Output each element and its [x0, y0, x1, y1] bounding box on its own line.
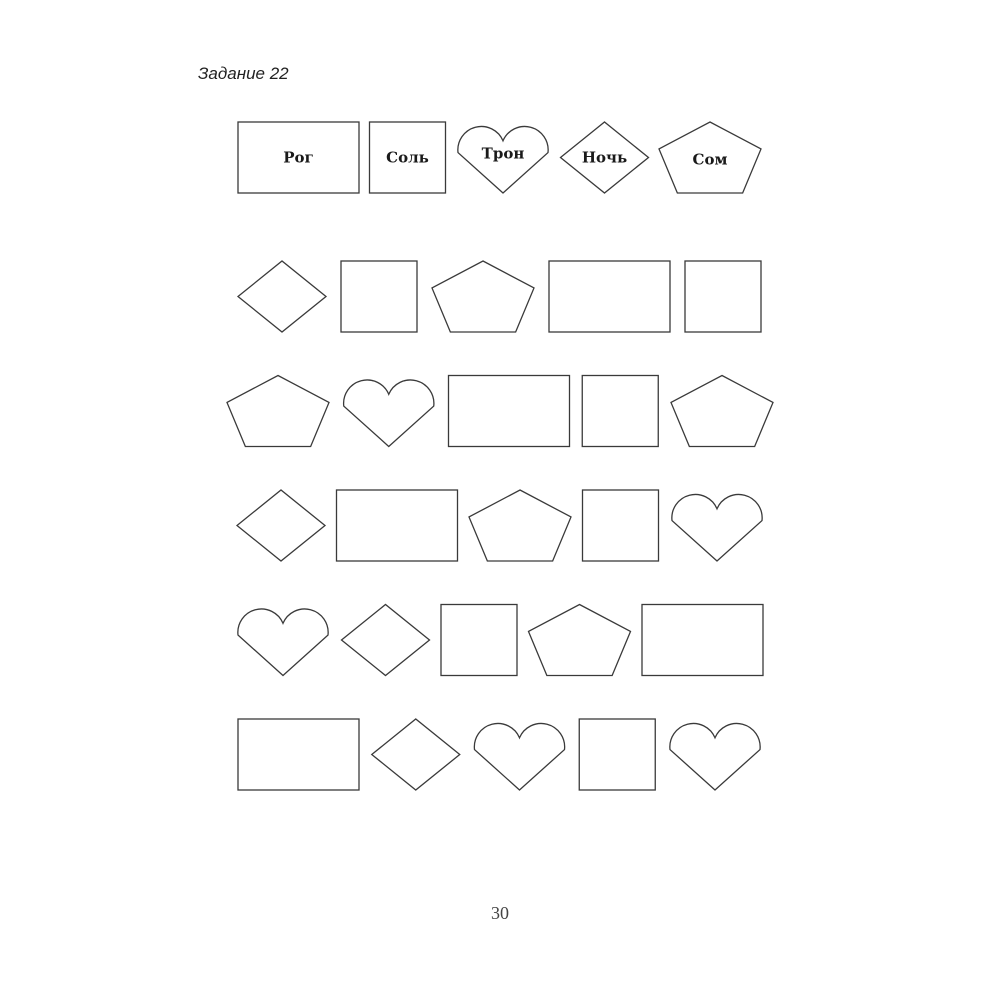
square-shape	[441, 605, 517, 676]
rectangle-shape	[238, 719, 359, 790]
square-shape	[341, 261, 417, 332]
square-shape	[685, 261, 761, 332]
rectangle-shape	[449, 376, 570, 447]
diamond-shape	[238, 261, 326, 332]
legend-row	[238, 122, 761, 193]
shape-row	[238, 261, 761, 332]
heart-shape	[344, 380, 434, 447]
shape-row	[238, 719, 760, 790]
diamond-shape	[342, 605, 430, 676]
diamond-shape	[237, 490, 325, 561]
heart-shape	[474, 723, 564, 790]
legend-word: Рог	[283, 148, 314, 167]
legend-item	[370, 122, 446, 193]
shape-row	[237, 490, 762, 561]
pentagon-shape	[671, 376, 773, 447]
square-shape	[579, 719, 655, 790]
diamond-shape	[372, 719, 460, 790]
legend-word: Ночь	[581, 148, 628, 167]
pentagon-shape	[469, 490, 571, 561]
pentagon-shape	[227, 376, 329, 447]
legend-word: Трон	[481, 144, 525, 163]
heart-shape	[238, 609, 328, 676]
shape-row	[238, 605, 763, 676]
rectangle-shape	[549, 261, 670, 332]
legend-item	[561, 122, 649, 193]
heart-shape	[670, 723, 760, 790]
square-shape	[583, 490, 659, 561]
square-shape	[582, 376, 658, 447]
heart-shape	[672, 494, 762, 561]
pentagon-shape	[432, 261, 534, 332]
legend-item	[659, 122, 761, 193]
legend-item	[458, 126, 548, 193]
rectangle-shape	[642, 605, 763, 676]
page-number: 30	[491, 903, 509, 923]
rectangle-shape	[337, 490, 458, 561]
legend-word: Сом	[692, 150, 728, 169]
shape-row	[227, 376, 773, 447]
legend-item	[238, 122, 359, 193]
shape-grid	[227, 261, 773, 790]
task-title: Задание 22	[198, 64, 289, 83]
pentagon-shape	[529, 605, 631, 676]
legend-word: Соль	[386, 148, 429, 167]
